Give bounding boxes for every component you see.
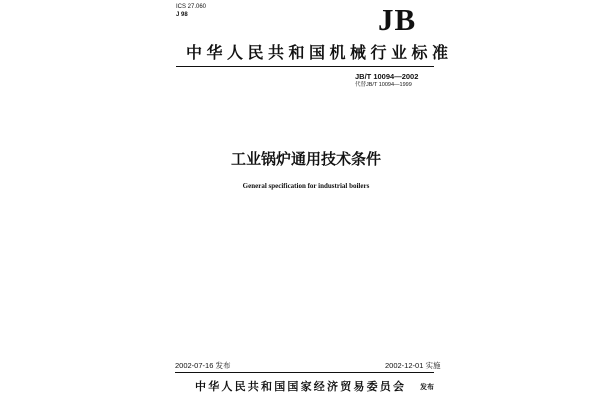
jb-logo: JB xyxy=(378,2,417,37)
bottom-divider xyxy=(175,372,434,373)
issue-action-label: 发布 xyxy=(420,383,434,391)
standard-type-heading: 中华人民共和国机械行业标准 xyxy=(186,43,453,62)
document-title-english: General specification for industrial boilers xyxy=(242,182,370,190)
issue-date: 2002-07-16 发布 xyxy=(175,361,231,370)
standard-number: JB/T 10094—2002 xyxy=(355,72,419,81)
top-divider xyxy=(176,66,434,67)
issuing-authority: 中华人民共和国国家经济贸易委员会 xyxy=(195,380,407,393)
implementation-date: 2002-12-01 实施 xyxy=(385,361,441,370)
document-title-chinese: 工业锅炉通用技术条件 xyxy=(230,150,381,168)
ics-code: ICS 27.060 xyxy=(176,4,207,10)
replaces-standard: 代替JB/T 10094—1999 xyxy=(355,82,412,88)
classification-code: J 98 xyxy=(176,12,188,18)
